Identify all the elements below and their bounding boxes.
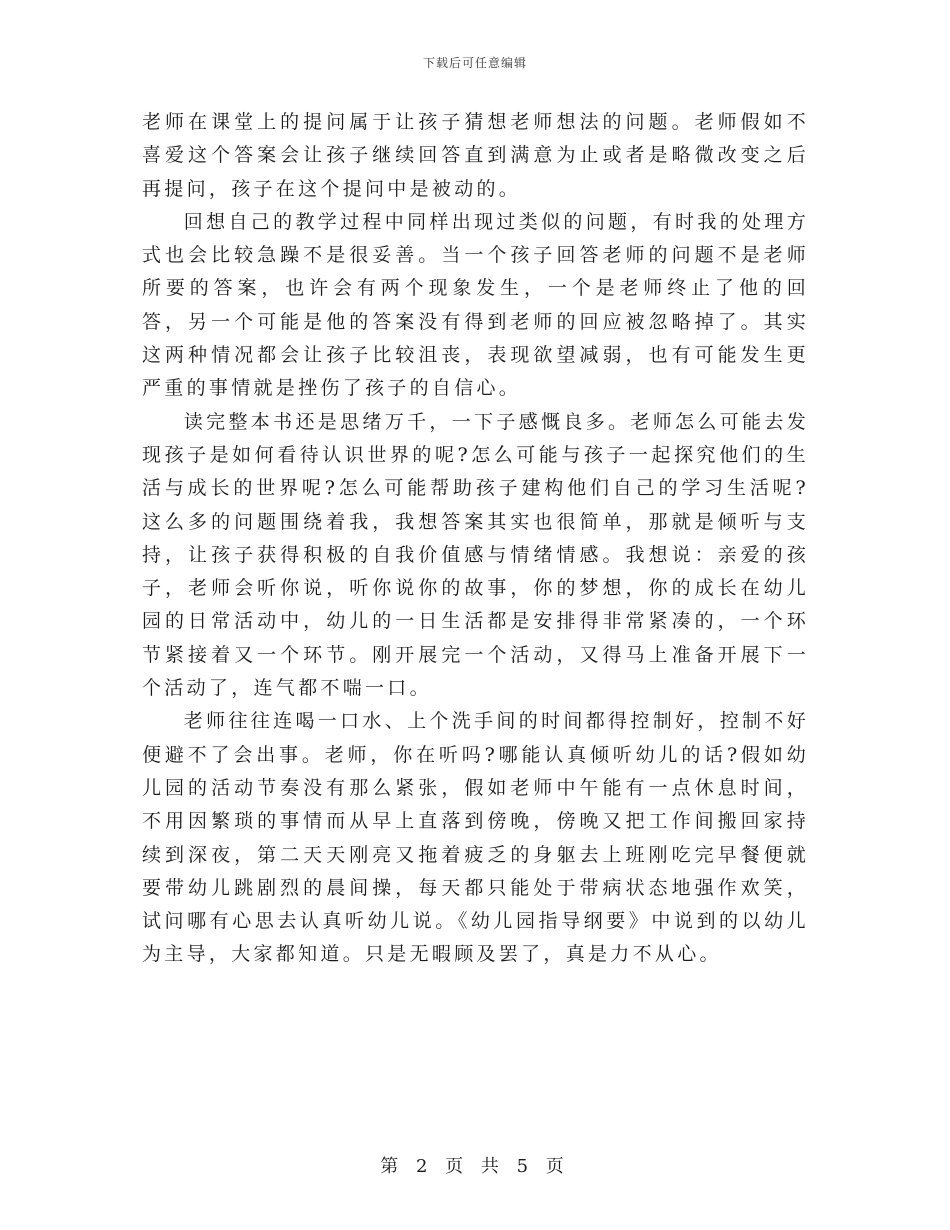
document-body <box>142 106 809 972</box>
paragraph-3: 读完整本书还是思绪万千，一下子感慨良多。老师怎么可能去发现孩子是如何看待认识世界的呢?怎么可能与孩子一起探究他们的生活与成长的世界呢?怎么可能帮助孩子建构他们自己的学习生活呢?这么多的问题围绕着我，我想答案其实也很简单，那就是倾听与支持，让孩子获得积极的自我价值感与情绪情感。我想说：亲爱的孩子，老师会听你说，听你说你的故事，你的梦想，你的成长在幼儿园的日常活动中，幼儿的一日生活都是安排得非常紧凑的，一个环节紧接着又一个环节。刚开展完一个活动，又得马上准备开展下一个活动了，连气都不喘一口。 <box>142 410 809 700</box>
page-number-footer: 第 2 页 共 5 页 <box>380 1156 570 1177</box>
paragraph-2: 回想自己的教学过程中同样出现过类似的问题，有时我的处理方式也会比较急躁不是很妥善。当一个孩子回答老师的问题不是老师所要的答案，也许会有两个现象发生，一个是老师终止了他的回答，另一个可能是他的答案没有得到老师的回应被忽略掉了。其实这两种情况都会让孩子比较沮丧，表现欲望减弱，也有可能发生更严重的事情就是挫伤了孩子的自信心。 <box>142 210 809 400</box>
paragraph-4: 老师往往连喝一口水、上个洗手间的时间都得控制好，控制不好便避不了会出事。老师，你在听吗?哪能认真倾听幼儿的话?假如幼儿园的活动节奏没有那么紧张，假如老师中午能有一点休息时间，不用因繁琐的事情而从早上直落到傍晚，傍晚又把工作间搬回家持续到深夜，第二天天刚亮又拖着疲乏的身躯去上班刚吃完早餐便就要带幼儿跳剧烈的晨间操，每天都只能处于带病状态地强作欢笑，试问哪有心思去认真听幼儿说。《幼儿园指导纲要》中说到的以幼儿为主导，大家都知道。只是无暇顾及罢了，真是力不从心。 <box>142 710 809 966</box>
page-header: 下载后可任意编辑 <box>422 56 527 70</box>
paragraph-1: 老师在课堂上的提问属于让孩子猜想老师想法的问题。老师假如不喜爱这个答案会让孩子继续回答直到满意为止或者是略微改变之后再提问，孩子在这个提问中是被动的。 <box>142 111 809 200</box>
